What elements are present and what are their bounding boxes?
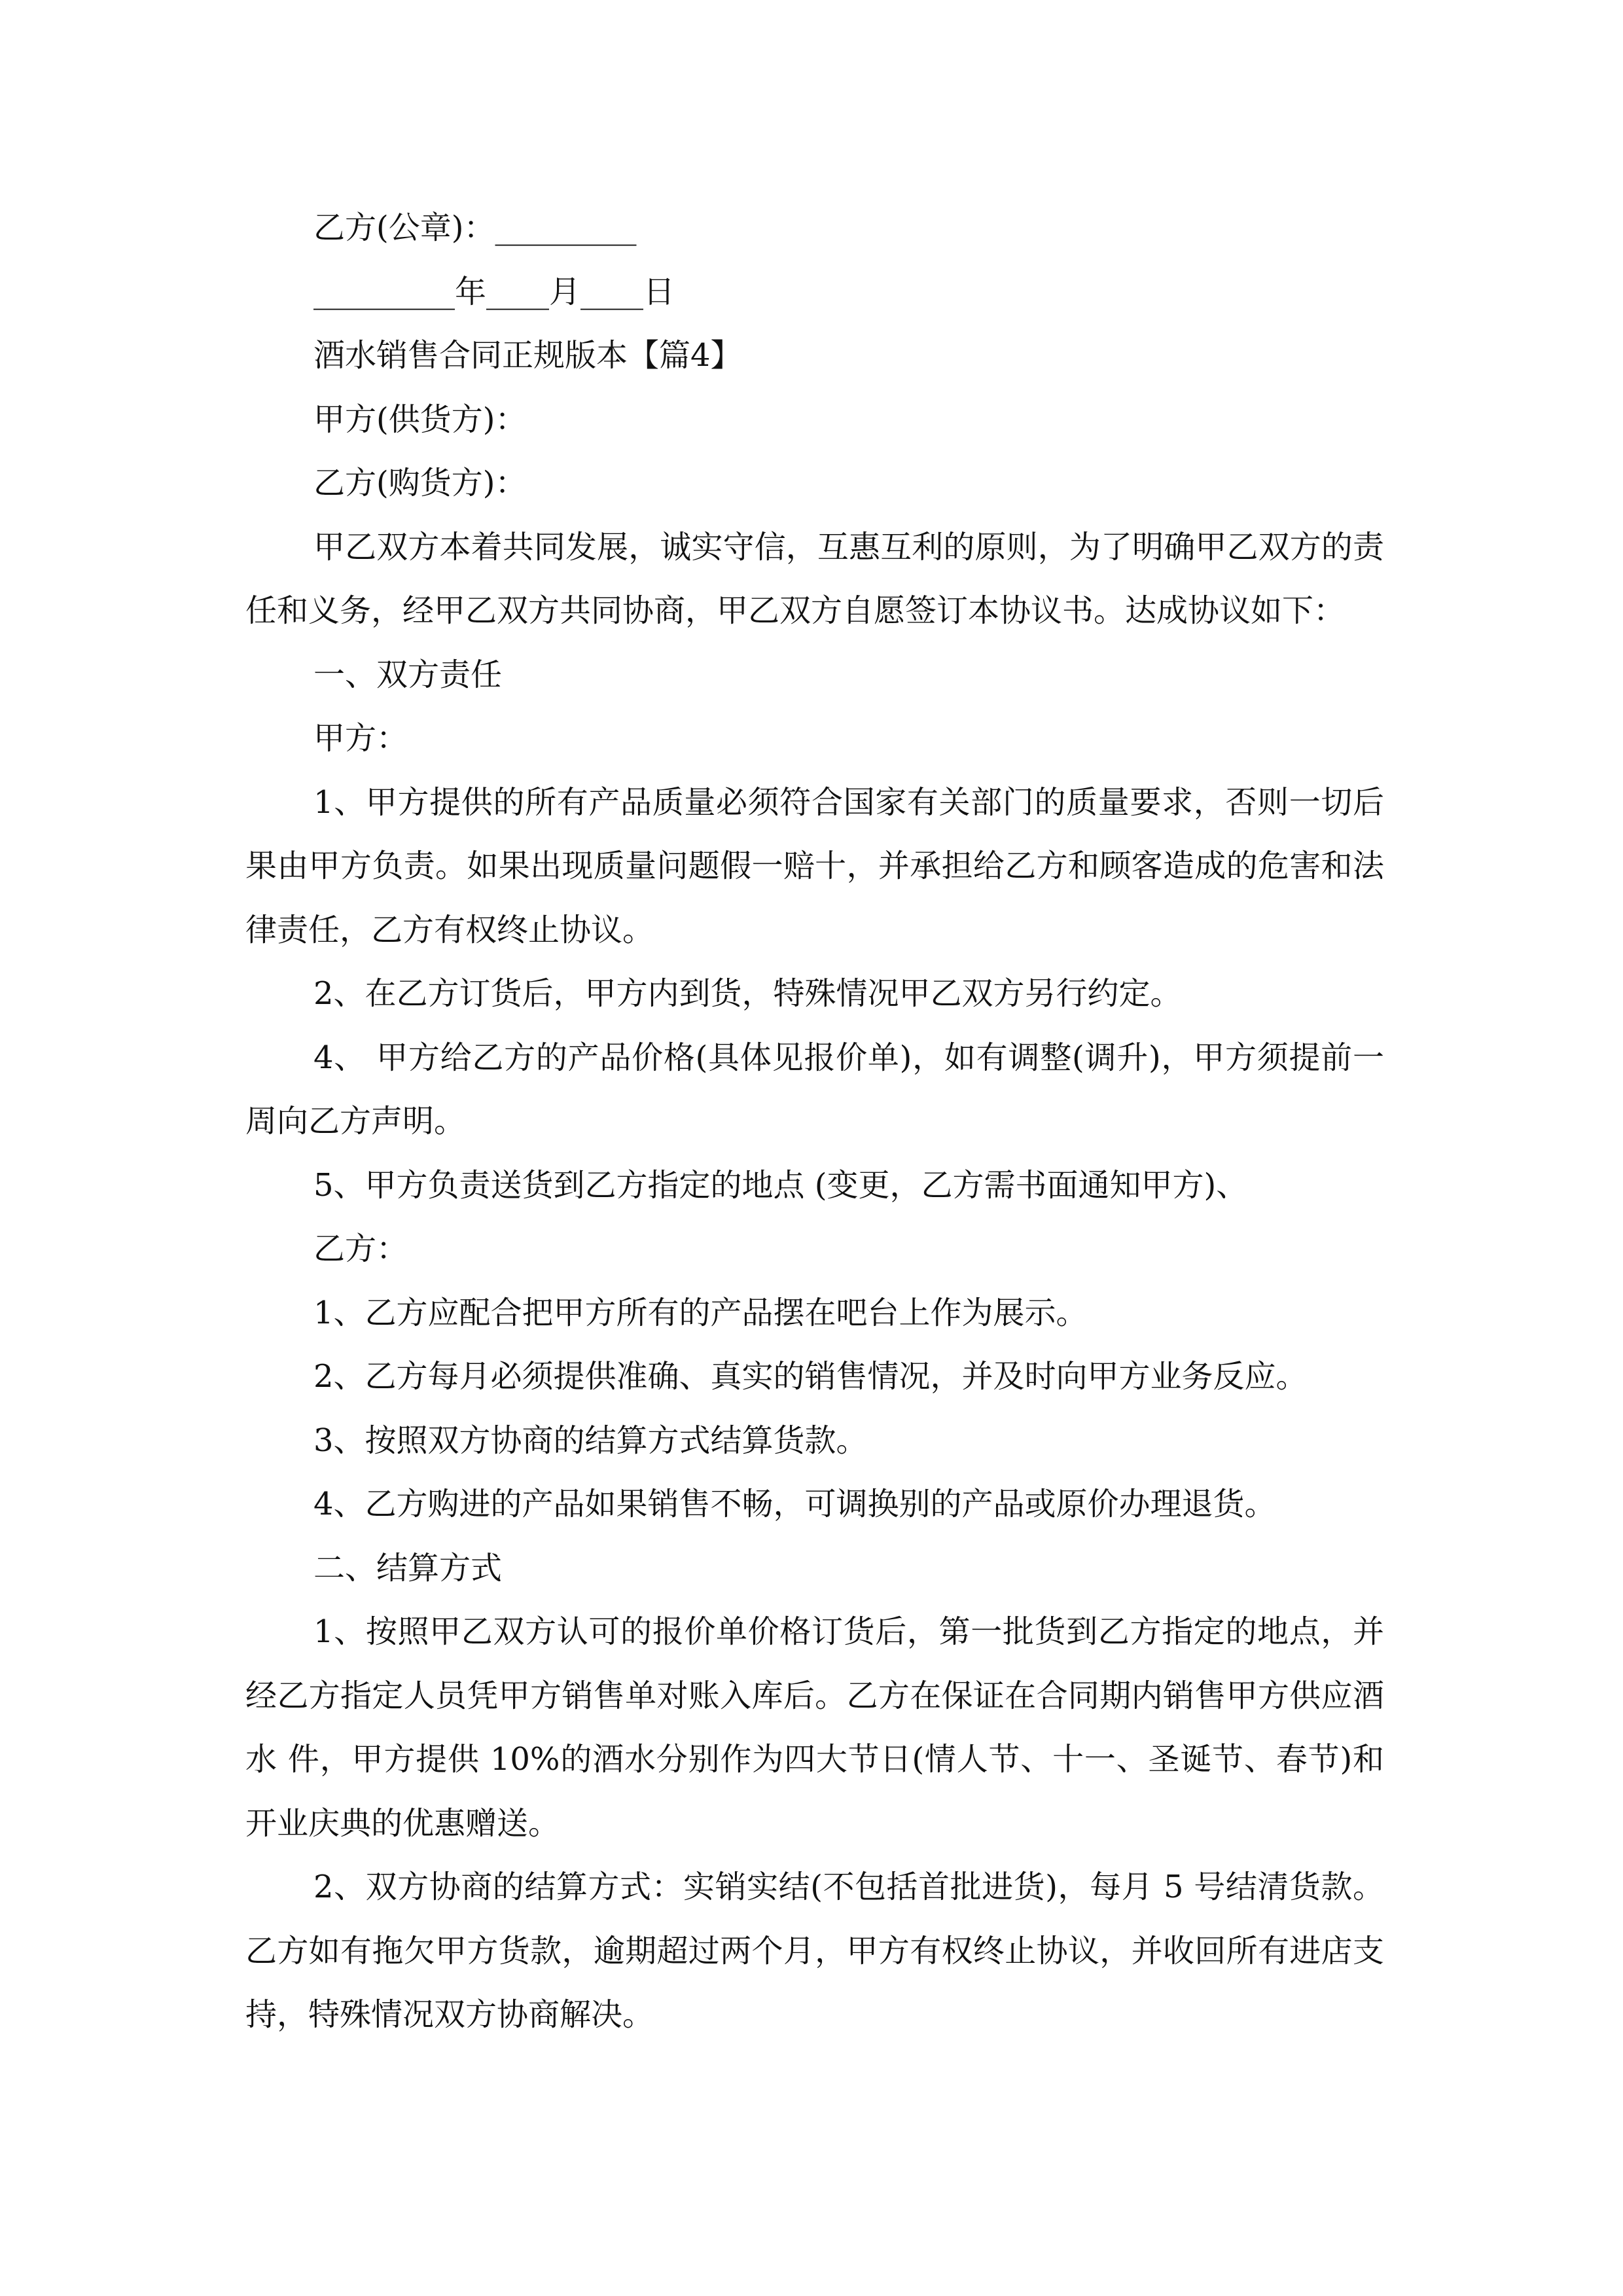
party-a-clause-1: 1、甲方提供的所有产品质量必须符合国家有关部门的质量要求，否则一切后果由甲方负责。如果出现质量问题假一赔十，并承担给乙方和顾客造成的危害和法律责任，乙方有权终止协议。 xyxy=(245,783,1384,948)
party-a-clause-2: 2、在乙方订货后，甲方内到货，特殊情况甲乙双方另行约定。 xyxy=(313,975,1182,1012)
party-b-clause-2: 2、乙方每月必须提供准确、真实的销售情况，并及时向甲方业务反应。 xyxy=(313,1358,1308,1395)
party-b-seal-line: 乙方(公章)：_________ xyxy=(313,209,637,246)
contract-title: 酒水销售合同正规版本【篇4】 xyxy=(313,337,742,374)
party-b-clause-4: 4、乙方购进的产品如果销售不畅，可调换别的产品或原价办理退货。 xyxy=(313,1486,1276,1522)
party-a-clause-5: 5、甲方负责送货到乙方指定的地点 (变更，乙方需书面通知甲方)、 xyxy=(313,1166,1248,1204)
party-b-line: 乙方(购货方)： xyxy=(313,465,527,501)
preamble-paragraph: 甲乙双方本着共同发展，诚实守信，互惠互利的原则，为了明确甲乙双方的责任和义务，经甲乙双方共同协商，甲乙双方自愿签订本协议书。达成协议如下： xyxy=(245,528,1384,629)
party-b-heading: 乙方： xyxy=(313,1230,408,1267)
settlement-clause-1: 1、按照甲乙双方认可的报价单价格订货后，第一批货到乙方指定的地点，并经乙方指定人员凭甲方销售单对账入库后。乙方在保证在合同期内销售甲方供应酒水 件，甲方提供 10%的酒水分别作为四大节日(情人节、十一、圣诞节、春节)和开业庆典的优惠赠送。 xyxy=(245,1613,1384,1842)
document-body xyxy=(245,196,1384,2047)
date-line: _________年____月____日 xyxy=(313,273,675,310)
party-a-clause-4: 4、 甲方给乙方的产品价格(具体见报价单)，如有调整(调升)，甲方须提前一周向乙方声明。 xyxy=(245,1039,1384,1139)
settlement-clause-2: 2、双方协商的结算方式：实销实结(不包括首批进货)，每月 5 号结清货款。乙方如有拖欠甲方货款，逾期超过两个月，甲方有权终止协议，并收回所有进店支持，特殊情况双方协商解决。 xyxy=(245,1869,1384,2033)
section-heading-responsibilities: 一、双方责任 xyxy=(313,656,503,693)
party-b-clause-3: 3、按照双方协商的结算方式结算货款。 xyxy=(313,1422,868,1459)
party-a-heading: 甲方： xyxy=(313,720,408,757)
section-heading-settlement: 二、结算方式 xyxy=(313,1549,503,1587)
party-b-clause-1: 1、乙方应配合把甲方所有的产品摆在吧台上作为展示。 xyxy=(313,1294,1088,1331)
party-a-line: 甲方(供货方)： xyxy=(313,401,527,438)
